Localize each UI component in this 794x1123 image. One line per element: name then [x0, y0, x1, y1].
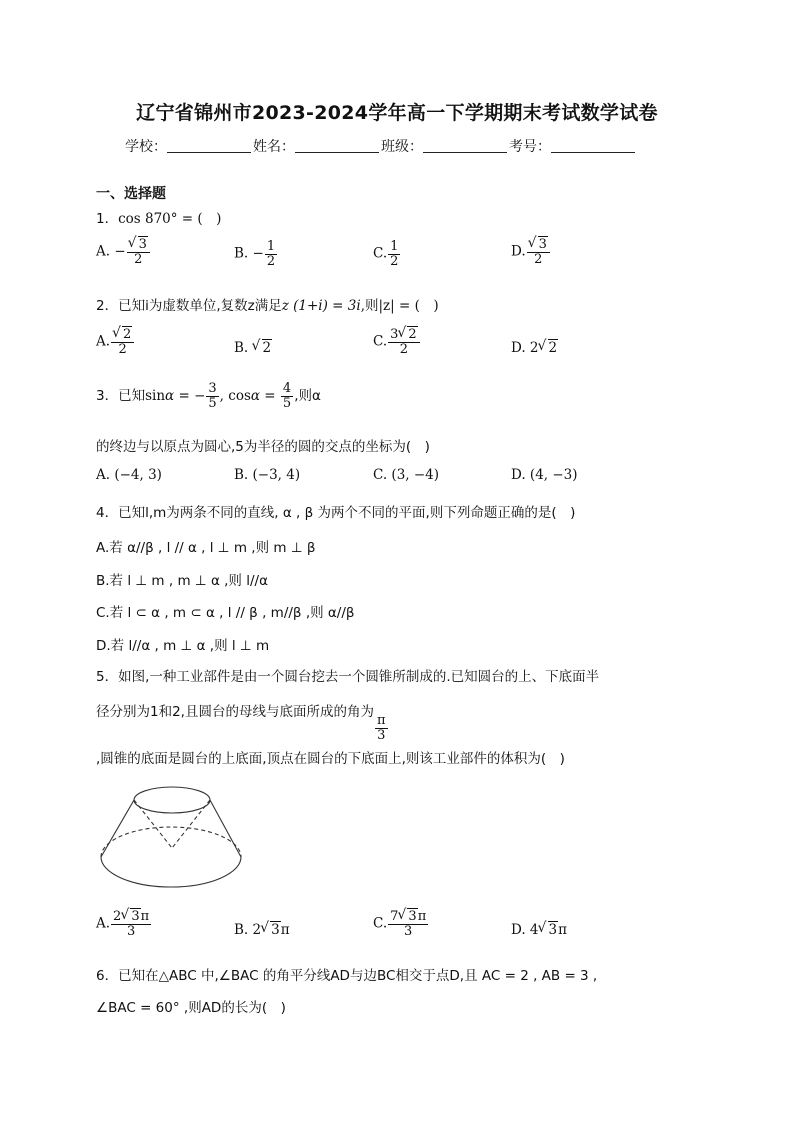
left-generatrix [101, 800, 134, 857]
q1-stem: cos 870° = ( ) [118, 211, 222, 227]
student-info-row [125, 136, 637, 156]
q3-stem-post: ,则α [294, 388, 321, 405]
top-base-ellipse [134, 787, 210, 813]
q5-a-label: A. [96, 915, 111, 932]
field-class-blank[interactable] [423, 139, 507, 153]
q5-b-label: B. [234, 922, 249, 938]
q5-c-label: C. [373, 915, 388, 932]
q2-option-a[interactable]: A. √ $\frac{2}{2}$ [96, 328, 135, 356]
q1-option-c[interactable]: C. $\frac{1}{2}$ [373, 239, 399, 269]
q1-c-label: C. [373, 245, 388, 262]
q4-stem: 已知l,m为两条不同的直线, α , β 为两个不同的平面,则下列命题正确的是( ) [118, 505, 576, 521]
q2-option-b[interactable]: B. √ 2 [234, 340, 272, 356]
q5-stem2-text: 径分别为1和2,且圆台的母线与底面所成的角为 [96, 704, 374, 720]
q1-a-label: A. [96, 243, 111, 260]
q5-stem-line-3: ,圆锥的底面是圆台的上底面,顶点在圆台的下底面上,则该工业部件的体积为( ) [96, 751, 565, 767]
q3-number: 3． [96, 388, 119, 405]
field-class-label: 班级： [381, 139, 423, 155]
q6-line-1: 已知在△ABC 中,∠BAC 的角平分线AD与边BC相交于点D,且 AC = 2 , AB = 3 , [118, 968, 598, 984]
section-heading: 一、选择题 [96, 186, 166, 202]
q3-stem-pre: 已知 [118, 388, 146, 405]
q1-d-label: D. [511, 243, 526, 260]
q3-option-a[interactable]: A. (−4, 3) [96, 467, 162, 483]
q1-option-d[interactable]: D. √ $\frac{3}{2}$ [511, 238, 551, 266]
q1-number: 1． [96, 211, 119, 227]
page-title: 辽宁省锦州市2023-2024学年高一下学期期末考试数学试卷 [136, 102, 658, 124]
q2-number: 2． [96, 298, 119, 314]
q2-stem-pre: 已知i为虚数单位,复数z满足 [118, 298, 282, 314]
question-4 [96, 501, 575, 521]
bottom-base-front-arc [101, 857, 241, 887]
q5-option-a[interactable]: A. $\frac{2√ 3\pi}{3}$ [96, 910, 152, 938]
question-1 [96, 207, 221, 227]
q5-number: 5． [96, 669, 119, 685]
question-6 [96, 964, 597, 984]
q4-option-a[interactable]: A.若 α//β , l // α , l ⊥ m ,则 m ⊥ β [96, 540, 316, 556]
q1-b-label: B. [234, 245, 249, 262]
frustum-cone-figure [96, 782, 246, 892]
q1-option-a[interactable]: A. − √ $\frac{3}{2}$ [96, 238, 151, 266]
q4-option-b[interactable]: B.若 l ⊥ m , m ⊥ α ,则 l//α [96, 573, 268, 589]
field-name-label: 姓名： [253, 139, 295, 155]
field-id-label: 考号： [509, 139, 551, 155]
q6-number: 6． [96, 968, 119, 984]
question-5 [96, 665, 599, 685]
q4-option-c[interactable]: C.若 l ⊂ α , m ⊂ α , l // β , m//β ,则 α//β [96, 605, 355, 621]
cone-right-edge [172, 800, 210, 848]
q5-stem-line-2: 径分别为1和2,且圆台的母线与底面所成的角为 $\frac{\pi}{3}$ [96, 704, 386, 743]
field-id-blank[interactable] [551, 139, 635, 153]
q4-number: 4． [96, 505, 119, 521]
q3-option-d[interactable]: D. (4, −3) [511, 467, 578, 483]
question-3: 3．已知sinα = − $\frac{3}{5}$ , cosα = $\frac{4}{5}$ ,则α [96, 381, 321, 411]
q2-d-label: D. [511, 340, 526, 356]
field-school-label: 学校： [125, 139, 167, 155]
q2-expr: z (1+i) = 3i [281, 298, 361, 314]
q3-line-2: 的终边与以原点为圆心,5为半径的圆的交点的坐标为( ) [96, 439, 430, 455]
field-name-blank[interactable] [295, 139, 379, 153]
q5-option-c[interactable]: C. $\frac{7√ 3\pi}{3}$ [373, 910, 429, 938]
q4-option-d[interactable]: D.若 l//α , m ⊥ α ,则 l ⊥ m [96, 638, 270, 654]
q3-option-c[interactable]: C. (3, −4) [373, 467, 440, 483]
q5-d-label: D. [511, 922, 526, 938]
q2-option-c[interactable]: C. $\frac{3√ 2}{2}$ [373, 328, 421, 356]
field-school-blank[interactable] [167, 139, 251, 153]
q2-option-d[interactable]: D. 2√ 2 [511, 340, 558, 356]
q1-option-b[interactable]: B. − $\frac{1}{2}$ [234, 239, 276, 269]
cone-left-edge [134, 800, 172, 848]
question-2 [96, 294, 439, 314]
q3-option-b[interactable]: B. (−3, 4) [234, 467, 301, 483]
q6-line-2: ∠BAC = 60° ,则AD的长为( ) [96, 1000, 286, 1016]
q2-stem-post: ,则|z| = ( ) [360, 298, 439, 314]
q5-stem-line-1: 如图,一种工业部件是由一个圆台挖去一个圆锥所制成的.已知圆台的上、下底面半 [118, 669, 600, 685]
q2-a-label: A. [96, 333, 111, 350]
q5-option-d[interactable]: D. 4√ 3π [511, 922, 567, 938]
bottom-base-back-arc [101, 827, 241, 857]
right-generatrix [210, 800, 241, 857]
q5-option-b[interactable]: B. 2√ 3π [234, 922, 290, 938]
q2-c-label: C. [373, 333, 388, 350]
q2-b-label: B. [234, 340, 249, 356]
